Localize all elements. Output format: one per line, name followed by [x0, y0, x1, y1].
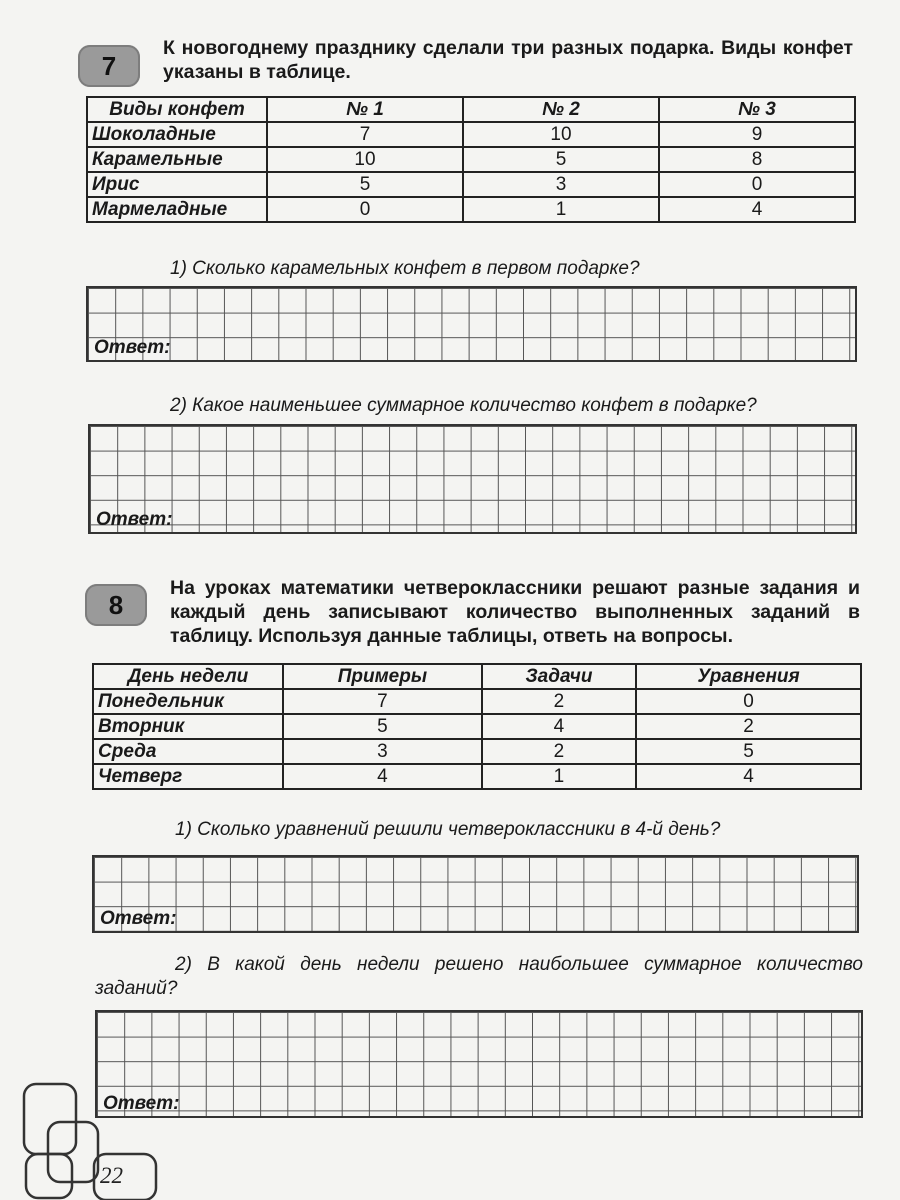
task-8-number-badge: 8 — [85, 584, 147, 626]
table-cell: 5 — [463, 147, 659, 172]
table-cell: 3 — [283, 739, 482, 764]
table-cell: 10 — [267, 147, 463, 172]
table-cell: 5 — [283, 714, 482, 739]
page-number: 22 — [100, 1163, 123, 1188]
table-cell: 5 — [267, 172, 463, 197]
table-cell: 1 — [482, 764, 636, 789]
table-row — [87, 147, 855, 172]
row-label: Четверг — [93, 764, 283, 789]
table-header: Задачи — [482, 664, 636, 689]
table-cell: 0 — [267, 197, 463, 222]
table-cell: 7 — [283, 689, 482, 714]
table-header-row — [93, 664, 861, 689]
task-7-question-2: 2) Какое наименьшее суммарное количество конфет в подарке? — [170, 395, 757, 416]
table-cell: 2 — [636, 714, 861, 739]
table-row — [87, 197, 855, 222]
task-7-question-1: 1) Сколько карамельных конфет в первом подарке? — [170, 258, 640, 279]
table-row — [93, 764, 861, 789]
table-cell: 1 — [463, 197, 659, 222]
table-row — [93, 739, 861, 764]
table-header: № 3 — [659, 97, 855, 122]
table-header: Виды конфет — [87, 97, 267, 122]
table-header: Примеры — [283, 664, 482, 689]
table-cell: 2 — [482, 689, 636, 714]
task-7-answer-grid-2[interactable] — [88, 424, 857, 534]
corner-decoration-icon — [22, 1082, 162, 1200]
table-row — [93, 689, 861, 714]
table-cell: 0 — [636, 689, 861, 714]
table-cell: 4 — [283, 764, 482, 789]
row-label: Карамельные — [87, 147, 267, 172]
table-cell: 5 — [636, 739, 861, 764]
task-7-table — [86, 96, 856, 223]
table-row — [93, 714, 861, 739]
table-header-row — [87, 97, 855, 122]
task-7-number-badge: 7 — [78, 45, 140, 87]
answer-label: Ответ: — [103, 1093, 180, 1114]
table-row — [87, 122, 855, 147]
table-cell: 2 — [482, 739, 636, 764]
task-8-text: На уроках математики четвероклассники решают разные задания и каждый день записывают количество выполненных заданий в таблицу. Используя данные таблицы, ответь на вопросы. — [170, 577, 860, 647]
task-7-text: К новогоднему празднику сделали три разных подарка. Виды конфет указаны в таблице. — [163, 37, 853, 83]
row-label: Среда — [93, 739, 283, 764]
row-label: Понедельник — [93, 689, 283, 714]
table-row — [87, 172, 855, 197]
table-cell: 3 — [463, 172, 659, 197]
task-8-question-2: 2) В какой день недели решено наибольшее суммарное количество заданий? — [95, 954, 863, 999]
table-cell: 9 — [659, 122, 855, 147]
row-label: Вторник — [93, 714, 283, 739]
row-label: Шоколадные — [87, 122, 267, 147]
table-header: № 1 — [267, 97, 463, 122]
table-cell: 4 — [482, 714, 636, 739]
row-label: Мармеладные — [87, 197, 267, 222]
task-8-answer-grid-2[interactable] — [95, 1010, 863, 1118]
table-header: День недели — [93, 664, 283, 689]
table-header: Уравнения — [636, 664, 861, 689]
answer-label: Ответ: — [96, 509, 173, 530]
task-8-answer-grid-1[interactable] — [92, 855, 859, 933]
table-cell: 0 — [659, 172, 855, 197]
table-cell: 8 — [659, 147, 855, 172]
answer-label: Ответ: — [100, 908, 177, 929]
answer-label: Ответ: — [94, 337, 171, 358]
task-8-table — [92, 663, 862, 790]
row-label: Ирис — [87, 172, 267, 197]
table-header: № 2 — [463, 97, 659, 122]
task-8-question-1: 1) Сколько уравнений решили четвероклассники в 4-й день? — [175, 819, 721, 840]
table-cell: 4 — [636, 764, 861, 789]
table-cell: 4 — [659, 197, 855, 222]
table-cell: 7 — [267, 122, 463, 147]
task-7-answer-grid-1[interactable] — [86, 286, 857, 362]
table-cell: 10 — [463, 122, 659, 147]
